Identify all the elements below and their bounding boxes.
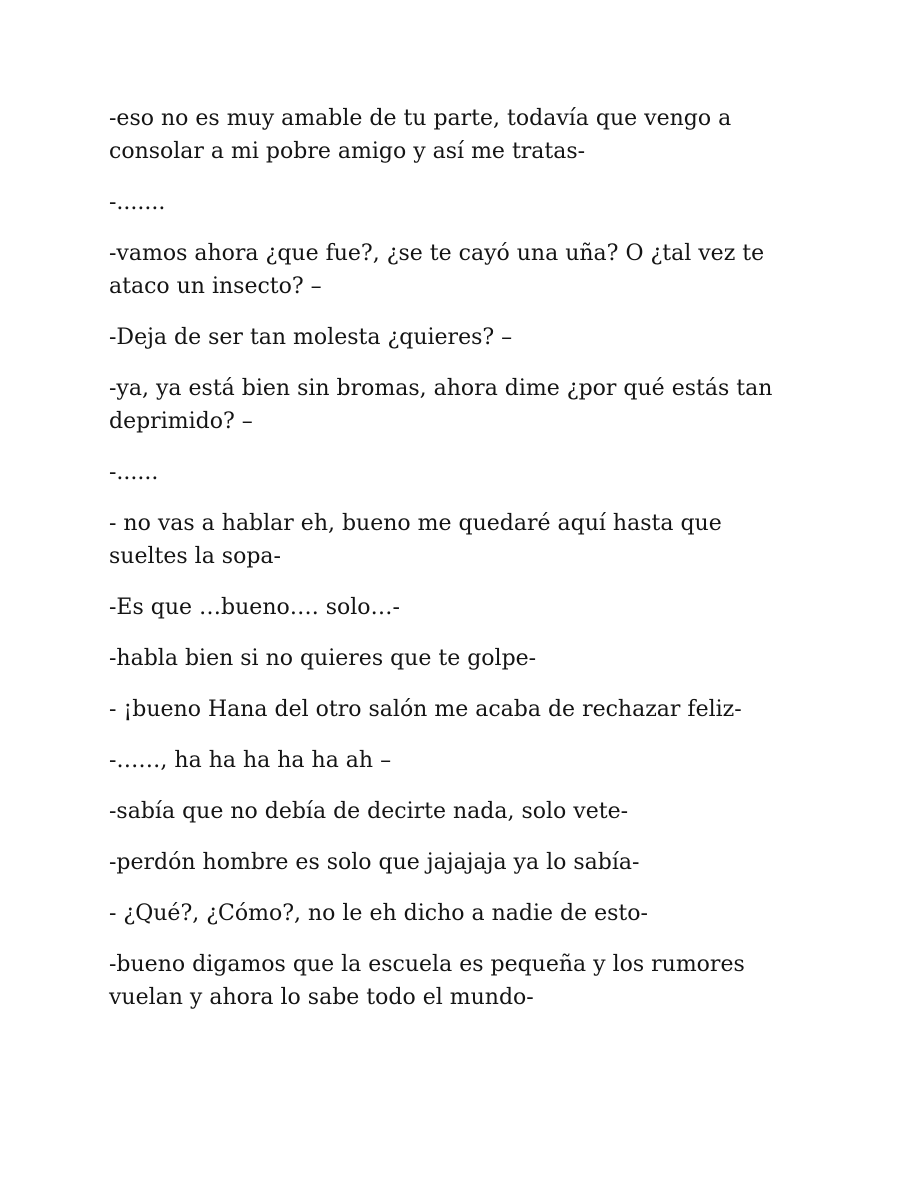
dialogue-line: -ya, ya está bien sin bromas, ahora dime ¿por qué estás tan deprimido? – bbox=[109, 376, 773, 434]
dialogue-line: -vamos ahora ¿que fue?, ¿se te cayó una uña? O ¿tal vez te ataco un insecto? – bbox=[109, 241, 765, 299]
dialogue-line: -eso no es muy amable de tu parte, todavía que vengo a consolar a mi pobre amigo y así me tratas- bbox=[109, 106, 732, 164]
dialogue-line: -Deja de ser tan molesta ¿quieres? – bbox=[109, 325, 513, 350]
dialogue-line: -bueno digamos que la escuela es pequeña y los rumores vuelan y ahora lo sabe todo el mundo- bbox=[109, 952, 745, 1010]
dialogue-line: -habla bien si no quieres que te golpe- bbox=[109, 646, 537, 671]
dialogue-line: -sabía que no debía de decirte nada, solo vete- bbox=[109, 799, 629, 824]
dialogue-line: -……, ha ha ha ha ha ah – bbox=[109, 748, 392, 773]
dialogue-line: - ¡bueno Hana del otro salón me acaba de rechazar feliz- bbox=[109, 697, 742, 722]
dialogue-line: -Es que …bueno…. solo…- bbox=[109, 595, 400, 620]
dialogue-line: - no vas a hablar eh, bueno me quedaré aquí hasta que sueltes la sopa- bbox=[109, 511, 722, 569]
dialogue-line: -....... bbox=[109, 190, 166, 215]
dialogue-line: -perdón hombre es solo que jajajaja ya lo sabía- bbox=[109, 850, 640, 875]
dialogue-line: -...... bbox=[109, 460, 159, 485]
dialogue-line: - ¿Qué?, ¿Cómo?, no le eh dicho a nadie de esto- bbox=[109, 901, 648, 926]
